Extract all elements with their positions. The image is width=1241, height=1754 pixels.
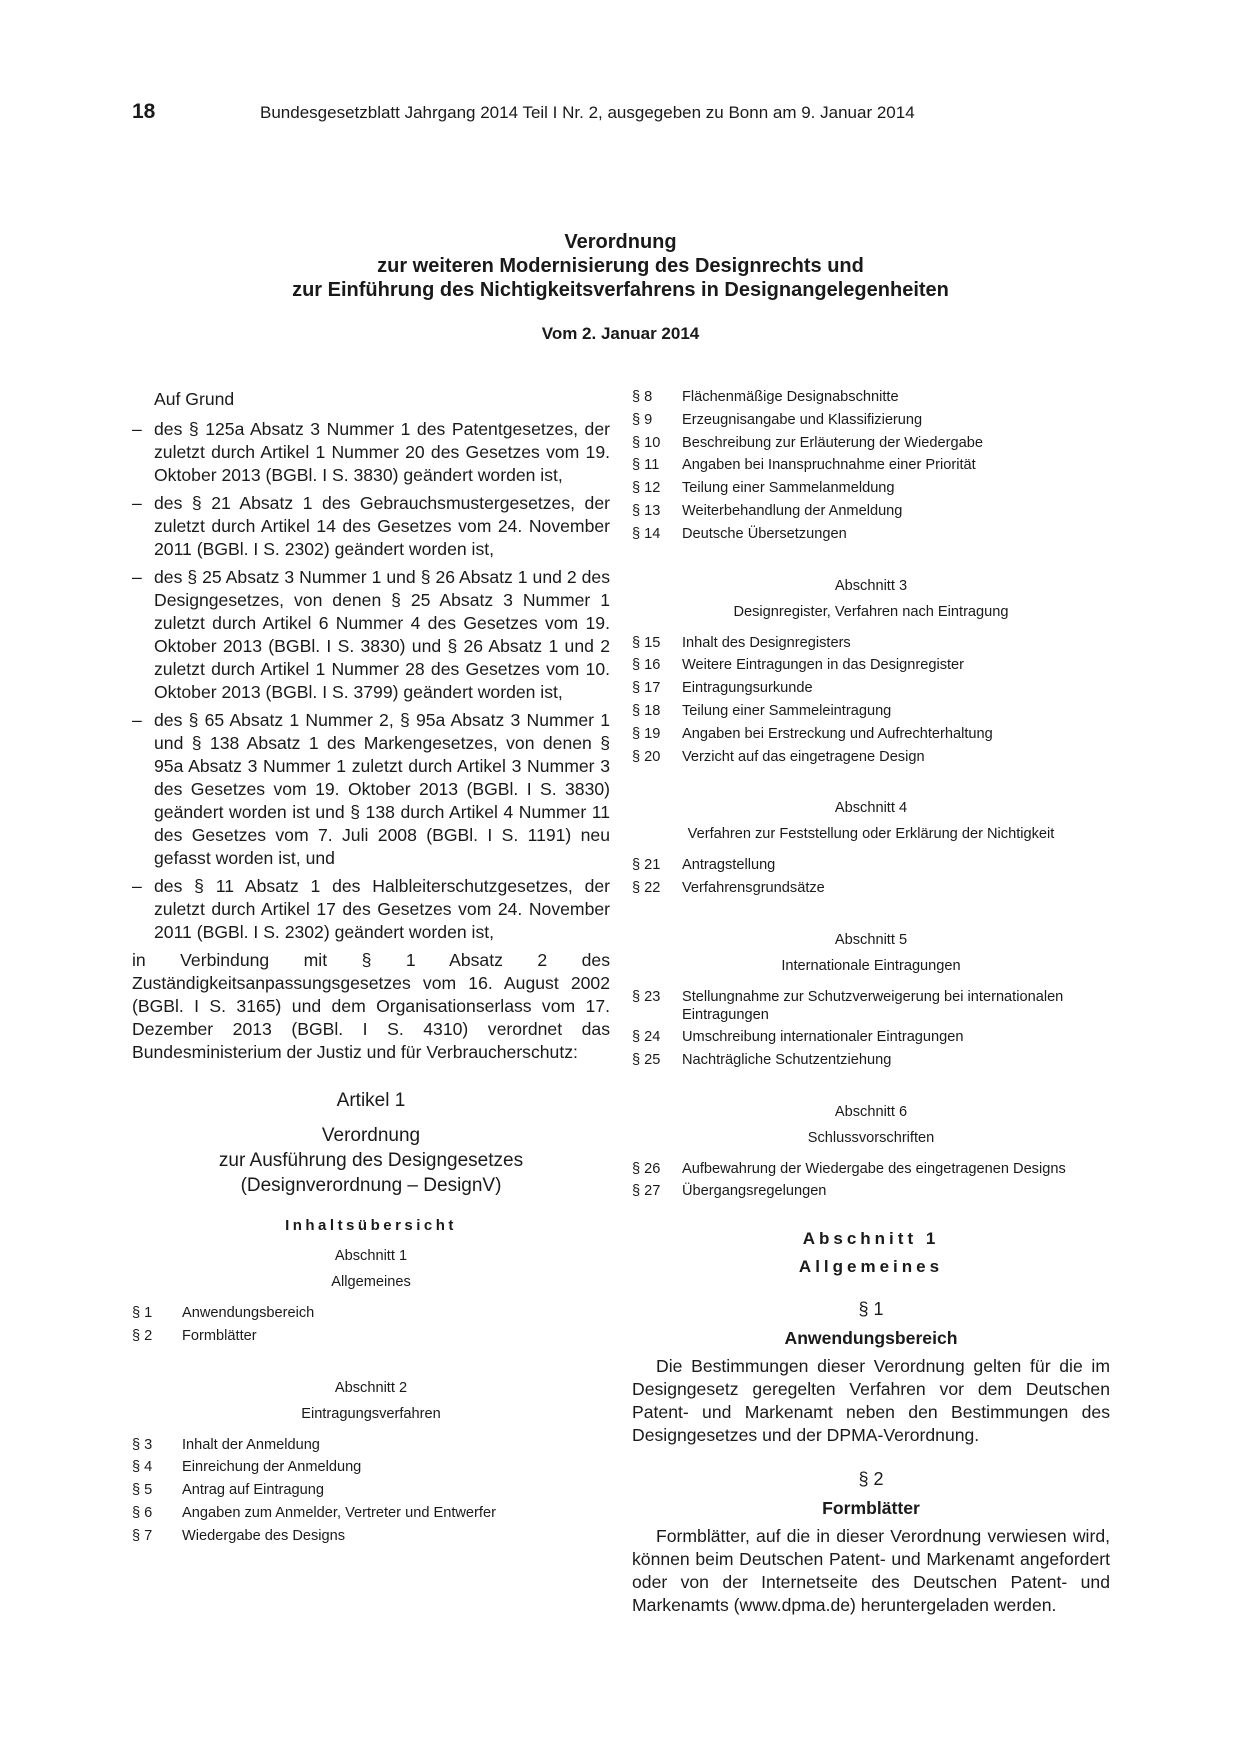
preamble-item	[132, 418, 610, 487]
toc-heading: Inhaltsübersicht	[285, 1217, 457, 1234]
toc-item-number: § 17	[632, 680, 661, 697]
left-column	[132, 385, 610, 1548]
toc-item-text: Übergangsregelungen	[682, 1183, 827, 1200]
preamble-item	[132, 566, 610, 704]
dash-marker: –	[132, 710, 142, 730]
dash-marker: –	[132, 567, 142, 587]
preamble-item	[132, 875, 610, 944]
toc-item-number: § 14	[632, 525, 661, 542]
title-line: zur Einführung des Nichtigkeitsverfahrens in Designangelegenheiten	[292, 279, 949, 301]
toc-item	[132, 1302, 610, 1325]
toc-item-number: § 13	[632, 502, 661, 519]
paragraph-number: § 2	[858, 1469, 884, 1490]
toc-section-label: Abschnitt 6	[834, 1103, 908, 1120]
toc-item-text: Umschreibung internationaler Eintragungen	[682, 1028, 964, 1045]
toc-item-number: § 4	[132, 1459, 153, 1476]
toc-item-text: Inhalt des Designregisters	[682, 634, 851, 651]
toc-item	[632, 986, 1110, 1026]
toc-item	[632, 409, 1110, 432]
toc-item-number: § 27	[632, 1183, 661, 1200]
toc-item	[632, 1158, 1110, 1181]
toc-item-number: § 7	[132, 1527, 153, 1544]
toc-section-title: Schlussvorschriften	[807, 1129, 935, 1146]
paragraph-text: Formblätter, auf die in dieser Verordnung verwiesen wird, können beim Deutschen Patent- und Markenamt angefordert oder von der Internetseite des Deutschen Patent- und Markenamts (www.dpma.de) heruntergeladen werden.	[632, 1526, 1110, 1616]
toc-item-number: § 24	[632, 1028, 661, 1045]
toc-item-text: Angaben bei Inanspruchnahme einer Priorität	[682, 457, 976, 474]
toc-item	[632, 386, 1110, 409]
toc-item-number: § 10	[632, 434, 661, 451]
artikel-title-line: (Designverordnung – DesignV)	[240, 1175, 502, 1196]
toc-item-text: Anwendungsbereich	[182, 1305, 315, 1321]
paragraph-heading: Anwendungsbereich	[784, 1328, 958, 1349]
toc-item-text: Eintragungsurkunde	[682, 680, 813, 697]
dash-marker: –	[132, 419, 142, 439]
artikel-label: Artikel 1	[336, 1090, 406, 1111]
title-line: Verordnung	[564, 231, 677, 253]
toc-item	[632, 477, 1110, 500]
toc-item-number: § 26	[632, 1160, 661, 1177]
toc-item-text: Flächenmäßige Designabschnitte	[682, 389, 899, 405]
document-date: Vom 2. Januar 2014	[541, 324, 700, 343]
toc-item-text: Erzeugnisangabe und Klassifizierung	[682, 411, 923, 428]
toc-item-text: Teilung einer Sammelanmeldung	[682, 480, 895, 497]
artikel-title-line: Verordnung	[321, 1125, 421, 1146]
toc-section-title: Internationale Eintragungen	[781, 957, 961, 974]
toc-item	[132, 1525, 610, 1548]
toc-item-text: Inhalt der Anmeldung	[182, 1436, 320, 1453]
toc-item	[632, 432, 1110, 455]
toc-item	[632, 500, 1110, 523]
toc-section-label: Abschnitt 4	[834, 800, 908, 817]
toc-item-text: Antrag auf Eintragung	[182, 1482, 324, 1499]
toc-item-number: § 6	[132, 1504, 153, 1521]
paragraph-heading: Formblätter	[822, 1498, 920, 1519]
toc-item	[132, 1479, 610, 1502]
toc-section-label: Abschnitt 5	[834, 931, 908, 948]
toc-item-text: Formblätter	[182, 1327, 257, 1344]
artikel-title-line: zur Ausführung des Designgesetzes	[218, 1150, 524, 1171]
toc-item	[632, 700, 1110, 723]
toc-item-number: § 18	[632, 702, 661, 719]
toc-section-label: Abschnitt 2	[334, 1379, 408, 1396]
toc-item-text: Aufbewahrung der Wiedergabe des eingetragenen Designs	[682, 1160, 1066, 1177]
abschnitt-title: Allgemeines	[798, 1257, 944, 1277]
toc-item	[632, 1180, 1110, 1203]
toc-item	[132, 1502, 610, 1525]
preamble-item-text: des § 11 Absatz 1 des Halbleiterschutzgesetzes, der zuletzt durch Artikel 17 des Gesetzes vom 24. November 2011 (BGBl. I S. 2302) geändert worden ist,	[154, 876, 610, 942]
toc-item-number: § 11	[632, 457, 660, 474]
toc-item-text: Wiedergabe des Designs	[182, 1527, 346, 1544]
toc-section-label: Abschnitt 1	[334, 1248, 408, 1264]
toc-item-text: Beschreibung zur Erläuterung der Wiedergabe	[682, 434, 983, 451]
toc-item-number: § 20	[632, 748, 661, 765]
dash-marker: –	[132, 876, 142, 896]
toc-item	[632, 877, 1110, 900]
toc-item-text: Stellungnahme zur Schutzverweigerung bei internationalen Eintragungen	[682, 988, 1064, 1023]
toc-section-title: Allgemeines	[331, 1274, 411, 1290]
toc-item-number: § 21	[632, 857, 661, 874]
toc-item	[132, 1434, 610, 1457]
abschnitt-label: Abschnitt 1	[802, 1229, 940, 1249]
title-line: zur weiteren Modernisierung des Designrechts und	[377, 255, 864, 277]
running-header: Bundesgesetzblatt Jahrgang 2014 Teil I Nr. 2, ausgegeben zu Bonn am 9. Januar 2014	[260, 103, 915, 122]
toc-item-number: § 15	[632, 634, 661, 651]
toc-item-number: § 3	[132, 1436, 153, 1453]
toc-item-text: Angaben zum Anmelder, Vertreter und Entwerfer	[182, 1504, 496, 1521]
toc-item-number: § 5	[132, 1482, 153, 1499]
preamble-item-text: des § 65 Absatz 1 Nummer 2, § 95a Absatz 3 Nummer 1 und § 138 Absatz 1 des Markengesetzes, von denen § 95a Absatz 3 Nummer 1 zuletzt durch Artikel 3 Nummer 3 des Gesetzes vom 19. Oktober 2013 (BGBl. I S. 3830) geändert worden ist und § 138 durch Artikel 4 Nummer 11 des Gesetzes vom 7. Juli 2008 (BGBl. I S. 1191) neu gefasst worden ist, und	[154, 710, 610, 868]
toc-section-title: Eintragungsverfahren	[301, 1405, 441, 1422]
preamble-item	[132, 709, 610, 870]
toc-item	[632, 1049, 1110, 1072]
toc-section-label: Abschnitt 3	[834, 577, 908, 594]
toc-item-text: Weiterbehandlung der Anmeldung	[682, 502, 903, 519]
artikel-title	[132, 1123, 610, 1198]
toc-item-text: Teilung einer Sammeleintragung	[682, 702, 892, 719]
toc-item	[632, 523, 1110, 546]
toc-item-text: Nachträgliche Schutzentziehung	[682, 1051, 892, 1068]
toc-item-text: Verfahrensgrundsätze	[682, 880, 825, 897]
preamble-item-text: des § 25 Absatz 3 Nummer 1 und § 26 Absatz 1 und 2 des Designgesetzes, von denen § 25 Absatz 3 Nummer 1 zuletzt durch Artikel 6 Nummer 4 des Gesetzes vom 19. Oktober 2013 (BGBl. I S. 3830) und § 26 Absatz 1 und 2 zuletzt durch Artikel 1 Nummer 28 des Gesetzes vom 10. Oktober 2013 (BGBl. I S. 3799) geändert worden ist,	[154, 567, 610, 702]
document-title	[200, 230, 1041, 302]
preamble-item	[132, 492, 610, 561]
paragraph-number: § 1	[858, 1299, 884, 1320]
toc-item-number: § 25	[632, 1051, 661, 1068]
toc-item	[632, 454, 1110, 477]
toc-item-number: § 8	[632, 389, 653, 405]
toc-section-title: Verfahren zur Feststellung oder Erklärung der Nichtigkeit	[687, 826, 1055, 843]
toc-item	[632, 854, 1110, 877]
toc-item-number: § 9	[632, 411, 653, 428]
toc-section-title: Designregister, Verfahren nach Eintragung	[733, 603, 1009, 620]
toc-item	[632, 746, 1110, 769]
toc-item-text: Einreichung der Anmeldung	[182, 1459, 362, 1476]
toc-item-number: § 23	[632, 988, 661, 1005]
page-number: 18	[132, 100, 156, 123]
dash-marker: –	[132, 493, 142, 513]
toc-item-number: § 1	[132, 1305, 153, 1321]
toc-item	[632, 723, 1110, 746]
toc-item	[632, 632, 1110, 655]
toc-item-number: § 2	[132, 1327, 153, 1344]
toc-item	[632, 677, 1110, 700]
toc-item-number: § 16	[632, 657, 661, 674]
preamble-closing: in Verbindung mit § 1 Absatz 2 des Zuständigkeitsanpassungsgesetzes vom 16. August 2002 (BGBl. I S. 3165) und dem Organisationserlass vom 17. Dezember 2013 (BGBl. I S. 4310) verordnet das Bundesministerium der Justiz und für Verbraucherschutz:	[132, 950, 610, 1062]
toc-item-text: Angaben bei Erstreckung und Aufrechterhaltung	[682, 725, 993, 742]
toc-item	[632, 1026, 1110, 1049]
toc-item-text: Verzicht auf das eingetragene Design	[682, 748, 925, 765]
toc-item	[132, 1456, 610, 1479]
toc-item-text: Deutsche Übersetzungen	[682, 525, 847, 542]
preamble-intro: Auf Grund	[154, 389, 235, 409]
toc-item-number: § 22	[632, 880, 661, 897]
preamble-item-text: des § 125a Absatz 3 Nummer 1 des Patentgesetzes, der zuletzt durch Artikel 1 Nummer 20 des Gesetzes vom 19. Oktober 2013 (BGBl. I S. 3830) geändert worden ist,	[154, 419, 610, 485]
preamble-item-text: des § 21 Absatz 1 des Gebrauchsmustergesetzes, der zuletzt durch Artikel 14 des Gesetzes vom 24. November 2011 (BGBl. I S. 2302) geändert worden ist,	[154, 493, 610, 559]
toc-item-number: § 12	[632, 480, 661, 497]
toc-item-text: Weitere Eintragungen in das Designregister	[682, 657, 965, 674]
paragraph-text: Die Bestimmungen dieser Verordnung gelten für die im Designgesetz geregelten Verfahren vor dem Deutschen Patent- und Markenamt neben den Bestimmungen des Designgesetzes und der DPMA-Verordnung.	[632, 1356, 1110, 1446]
right-column	[632, 386, 1110, 1617]
toc-item	[132, 1325, 610, 1348]
toc-item-number: § 19	[632, 725, 661, 742]
toc-item-text: Antragstellung	[682, 857, 776, 874]
toc-item	[632, 654, 1110, 677]
